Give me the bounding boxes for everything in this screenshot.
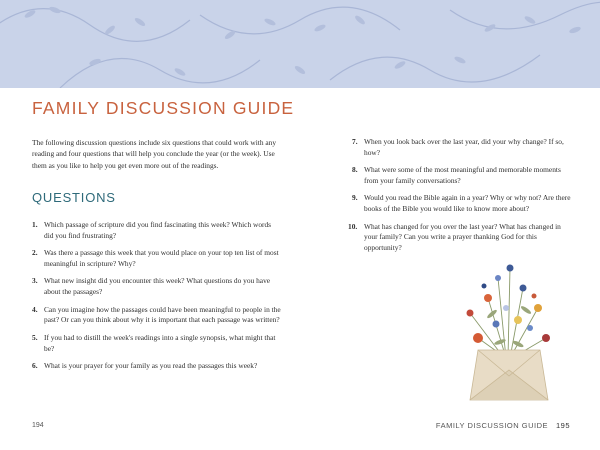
question-item: 5. If you had to distill the week's readings into a single synopsis, what might that be? [32, 332, 276, 353]
flower-envelope-icon [448, 258, 564, 408]
right-page-number: 195 [555, 421, 570, 430]
questions-list-left [32, 220, 282, 378]
leaf-banner [0, 0, 600, 88]
question-item: 9. Would you read the Bible again in a year? Why or why not? Are there books of the Bible you would like to know more about? [352, 193, 571, 214]
running-head: FAMILY DISCUSSION GUIDE [435, 421, 548, 430]
question-item: 1. Which passage of scripture did you find fascinating this week? Which words did you find frustrating? [32, 220, 272, 240]
questions-list-right [348, 137, 574, 261]
question-item: 3. What new insight did you encounter this week? What questions do you have about the passages? [32, 276, 271, 297]
leaf-pattern-icon [0, 0, 600, 88]
running-footer [436, 421, 570, 430]
question-item: 10. What has changed for you over the last year? What has changed in your family? Can you write a prayer thanking God for this opportunity? [348, 221, 561, 253]
question-item: 7. When you look back over the last year, did your why change? If so, how? [352, 137, 564, 157]
intro-paragraph: The following discussion questions include six questions that could work with any reading and four questions that will help you conclude the year (or the week). Use them as you like to help you get even more out of the readings. [32, 138, 277, 170]
left-page-number: 194 [32, 422, 44, 429]
questions-heading: QUESTIONS [32, 190, 116, 205]
page-title: FAMILY DISCUSSION GUIDE [32, 98, 295, 118]
question-item: 6. What is your prayer for your family as you read the passages this week? [32, 360, 258, 370]
question-item: 2. Was there a passage this week that you would place on your top ten list of most meaningful in scripture? Why? [32, 248, 279, 268]
question-item: 8. What were some of the most meaningful and memorable moments from your family conversations? [352, 165, 561, 185]
question-item: 4. Can you imagine how the passages could have been meaningful to people in the past? Or can you think about why it is important that each passage was written? [32, 304, 281, 325]
